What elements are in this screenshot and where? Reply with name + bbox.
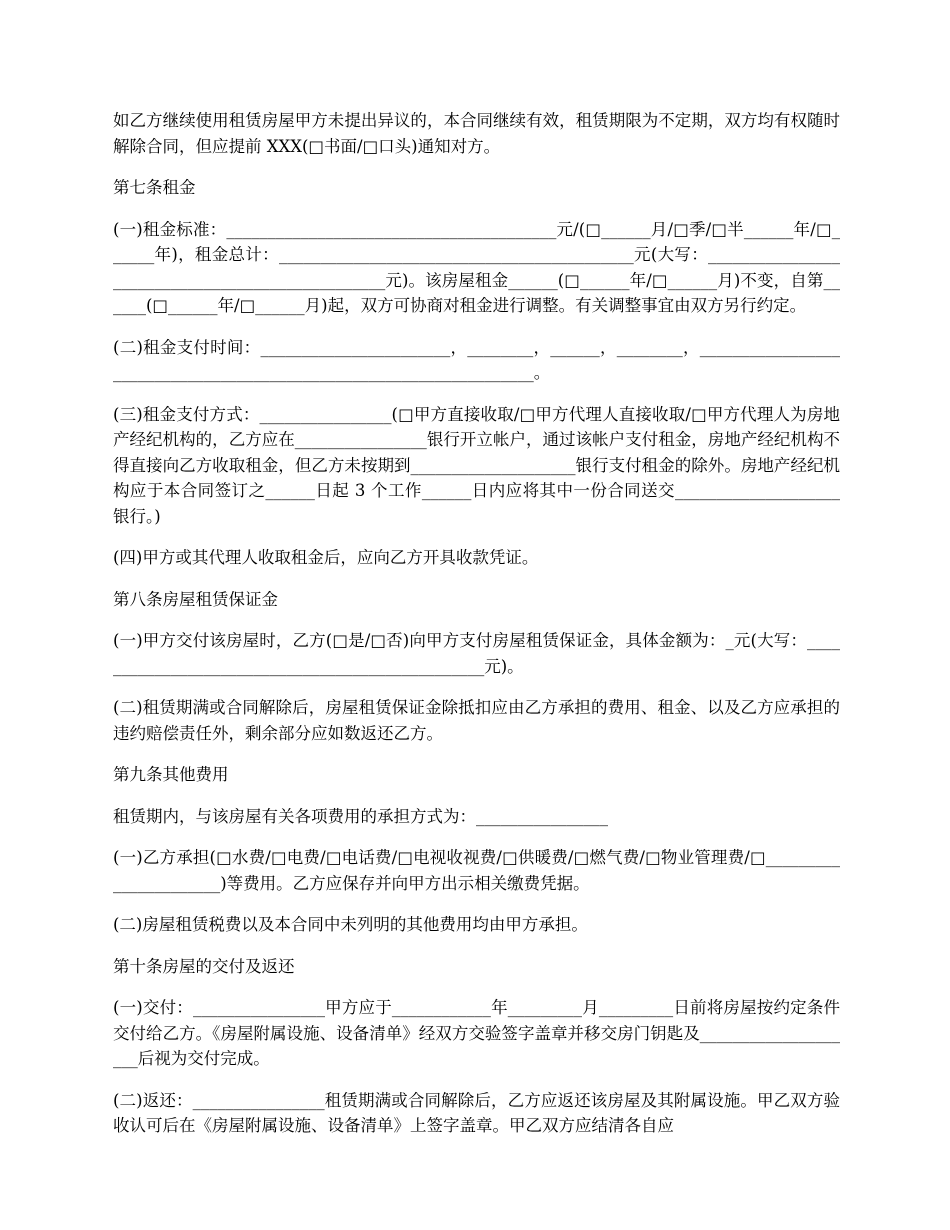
paragraph-rent-payment-method: (三)租金支付方式：________________(□甲方直接收取/□甲方代理人直接收取/□甲方代理人为房地产经纪机构的，乙方应在________________银行开立帐户，通过该帐户支付租金，房地产经纪机构不得直接向乙方收取租金，但乙方未按期到____________________银行支付租金的除外。房地产经纪机构应于本合同签订之______日起 3 个工作______日内应将其中一份合同送交____________________银行。)	[113, 404, 840, 526]
paragraph-handover: (一)交付：________________甲方应于____________年_________月_________日前将房屋按约定条件交付给乙方。《房屋附属设施、设备清单》经双方交验签字盖章并移交房门钥匙及____________________后视为交付完成。	[113, 998, 840, 1068]
paragraph-landlord-fees: (二)房屋租赁税费以及本合同中未列明的其他费用均由甲方承担。	[113, 915, 588, 934]
paragraph-continue-lease: 如乙方继续使用租赁房屋甲方未提出异议的，本合同继续有效，租赁期限为不定期，双方均有权随时解除合同，但应提前 XXX(□书面/□口头)通知对方。	[113, 111, 840, 156]
paragraph-rent-payment-time: (二)租金支付时间：_______________________，________，______，________，____________________________________________________________________。	[113, 337, 840, 382]
paragraph-other-fees-intro: 租赁期内，与该房屋有关各项费用的承担方式为：________________	[113, 806, 608, 826]
article-9-heading: 第九条其他费用	[113, 765, 229, 784]
article-10-heading: 第十条房屋的交付及返还	[113, 956, 295, 976]
paragraph-rent-standard: (一)租金标准：________________________________________元/(□______月/□季/□半______年/□______年)，租金总计：___________________________________________元(大写：_________________________________________________元)。该房屋租金______(□______年/□______月)不变，自第______(□______年/□______月)起，双方可协商对租金进行调整。有关调整事宜由双方另行约定。	[113, 219, 840, 315]
paragraph-deposit-return: (二)租赁期满或合同解除后，房屋租赁保证金除抵扣应由乙方承担的费用、租金、以及乙方应承担的违约赔偿责任外，剩余部分应如数返还乙方。	[113, 698, 840, 743]
paragraph-deposit-payment: (一)甲方交付该房屋时，乙方(□是/□否)向甲方支付房屋租赁保证金，具体金额为：_元(大写：_________________________________________________元)。	[113, 631, 840, 676]
contract-page	[113, 108, 840, 1155]
article-8-heading: 第八条房屋租赁保证金	[113, 589, 278, 609]
article-7-heading: 第七条租金	[113, 178, 196, 197]
paragraph-rent-receipt: (四)甲方或其代理人收取租金后，应向乙方开具收款凭证。	[113, 548, 539, 567]
paragraph-return: (二)返还：________________租赁期满或合同解除后，乙方应返还该房屋及其附属设施。甲乙双方验收认可后在《房屋附属设施、设备清单》上签字盖章。甲乙双方应结清各自应	[113, 1090, 840, 1135]
paragraph-tenant-fees: (一)乙方承担(□水费/□电费/□电话费/□电视收视费/□供暖费/□燃气费/□物业管理费/□______________________)等费用。乙方应保存并向甲方出示相关缴费凭据。	[113, 848, 840, 893]
